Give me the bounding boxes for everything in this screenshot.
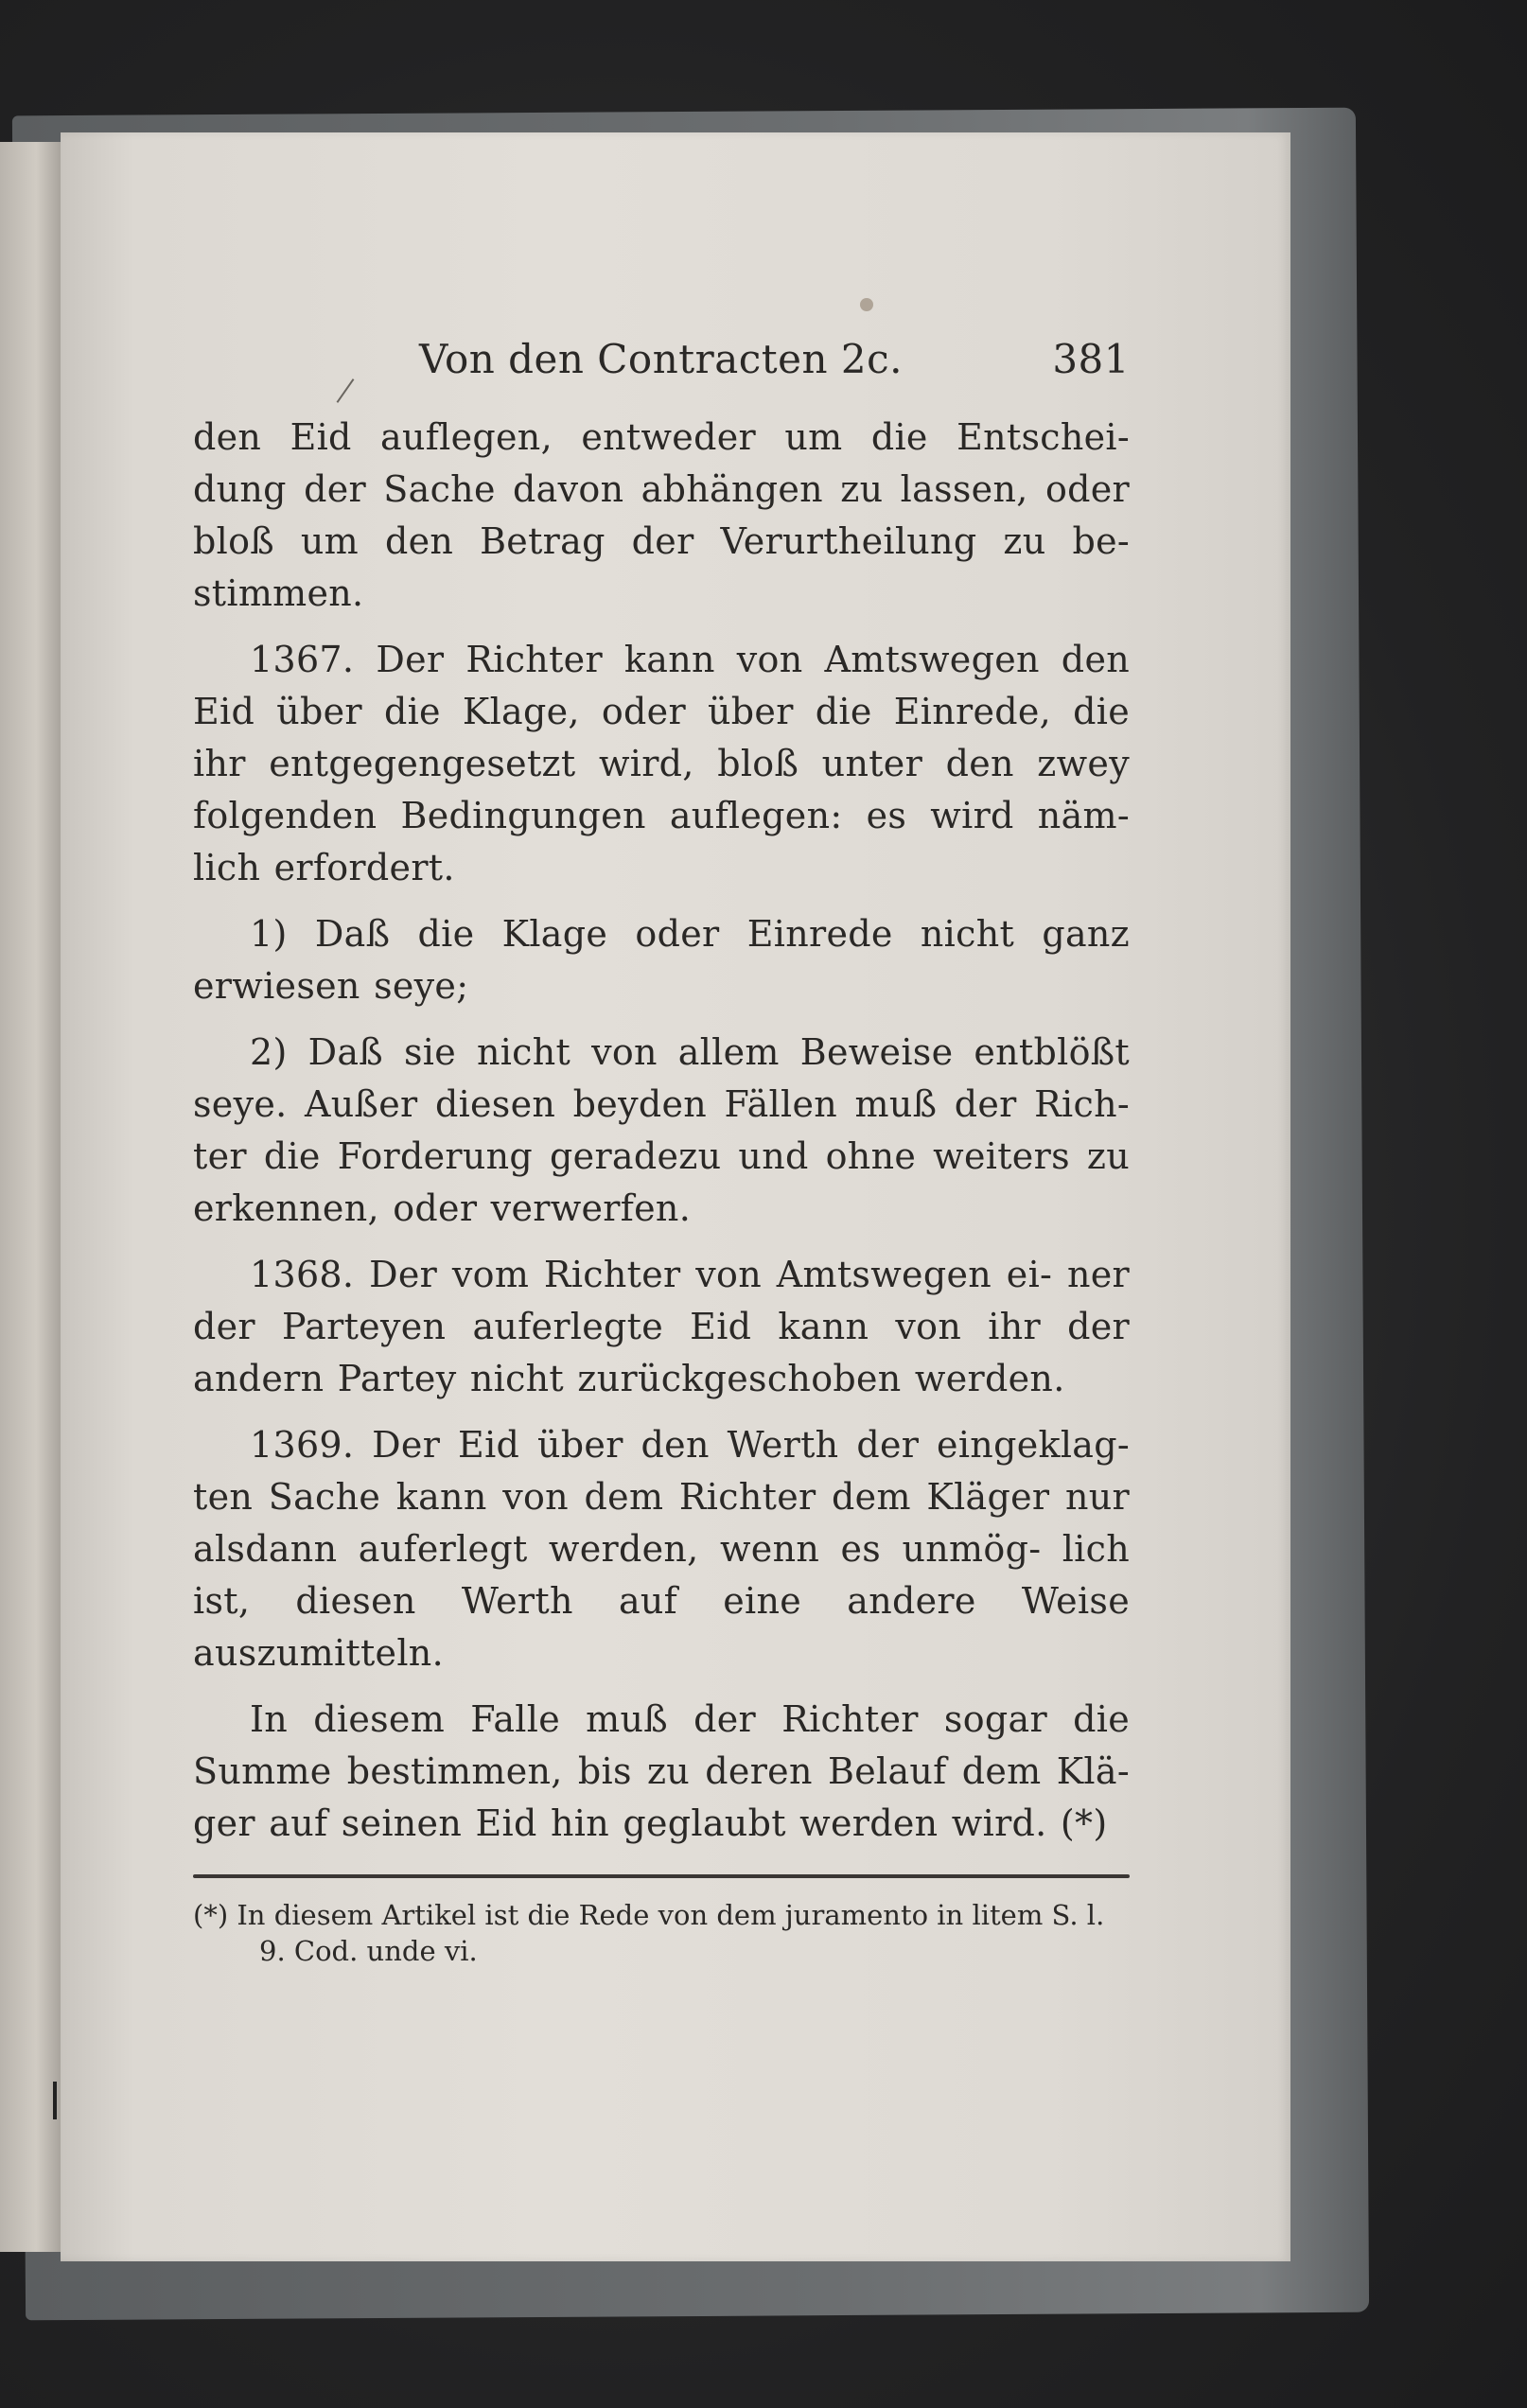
paragraph-condition-1: 1) Daß die Klage oder Einrede nicht ganz erwiesen seye; — [193, 913, 1130, 1007]
left-facing-page — [0, 142, 61, 2252]
page-mark — [53, 2082, 57, 2119]
paragraph-final: In diesem Falle muß der Richter sogar die Summe bestimmen, bis zu deren Belauf dem Klä- ger auf seinen Eid hin geglaubt werden wird. (*) — [193, 1698, 1130, 1844]
paragraph-1367: 1367. Der Richter kann von Amtswegen den Eid über die Klage, oder über die Einrede, die ihr entgegengesetzt wird, bloß unter den zwey folgenden Bedingungen auflegen: es wird näm- lich erfordert. — [193, 639, 1130, 888]
body-text — [193, 412, 1130, 1850]
footnote: (*) In diesem Artikel ist die Rede von dem juramento in litem S. l. 9. Cod. unde vi. — [193, 1899, 1105, 1967]
running-head — [193, 336, 1130, 412]
page-number: 381 — [1052, 336, 1130, 382]
paper-spot — [860, 298, 873, 311]
book-page — [61, 132, 1290, 2261]
page-content — [193, 336, 1130, 1969]
paragraph-1368: 1368. Der vom Richter von Amtswegen ei- ner der Parteyen auferlegte Eid kann von ihr der andern Partey nicht zurückgeschoben werden. — [193, 1254, 1130, 1399]
footnote-rule — [193, 1874, 1130, 1878]
paragraph: den Eid auflegen, entweder um die Entschei- dung der Sache davon abhängen zu lassen, oder bloß um den Betrag der Verurtheilung zu be- stimmen. — [193, 416, 1130, 614]
running-title: Von den Contracten 2c. — [418, 336, 903, 382]
paragraph-1369: 1369. Der Eid über den Werth der eingeklag- ten Sache kann von dem Richter dem Kläger nur alsdann auferlegt werden, wenn es unmög- lich ist, diesen Werth auf eine andere Weise auszumitteln. — [193, 1424, 1130, 1674]
paragraph-condition-2: 2) Daß sie nicht von allem Beweise entblößt seye. Außer diesen beyden Fällen muß der Rich- ter die Forderung geradezu und ohne weiters zu erkennen, oder verwerfen. — [193, 1031, 1130, 1229]
